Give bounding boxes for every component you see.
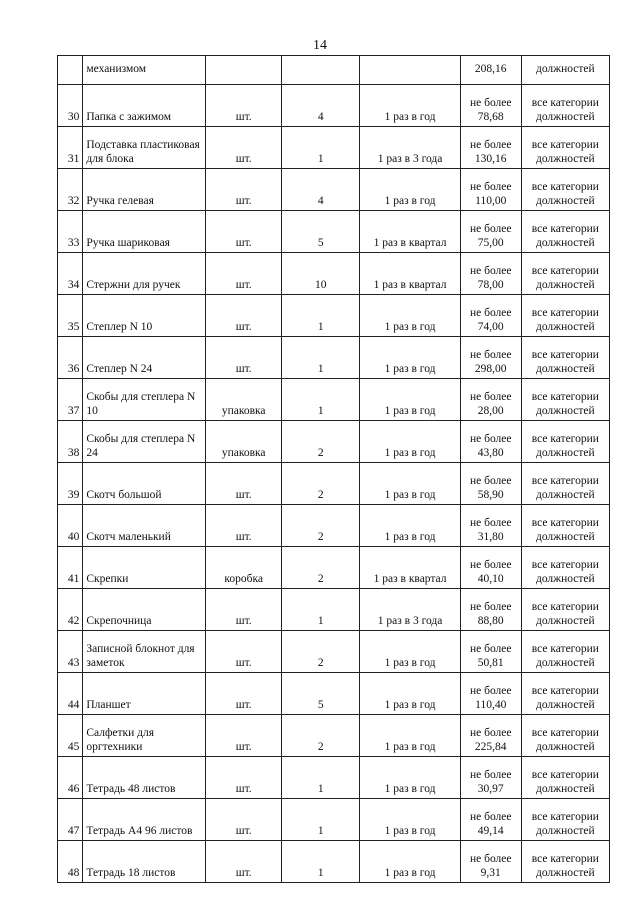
table-row: [58, 337, 610, 379]
cell-qty: 10: [282, 253, 360, 295]
cell-num: 48: [58, 841, 83, 883]
cell-unit: шт.: [206, 631, 282, 673]
cell-name: Тетрадь А4 96 листов: [83, 799, 206, 841]
table-row: [58, 127, 610, 169]
cell-price: не более 110,40: [460, 673, 521, 715]
cell-qty: 2: [282, 421, 360, 463]
cell-price: не более 31,80: [460, 505, 521, 547]
cell-qty: 1: [282, 337, 360, 379]
cell-qty: 1: [282, 127, 360, 169]
cell-num: 32: [58, 169, 83, 211]
cell-category: должностей: [521, 56, 609, 85]
cell-num: 44: [58, 673, 83, 715]
cell-name: Планшет: [83, 673, 206, 715]
table-row: [58, 841, 610, 883]
cell-period: 1 раз в год: [360, 505, 460, 547]
cell-category: все категории должностей: [521, 799, 609, 841]
cell-name: Степлер N 10: [83, 295, 206, 337]
cell-num: 38: [58, 421, 83, 463]
cell-price: не более 9,31: [460, 841, 521, 883]
cell-category: все категории должностей: [521, 589, 609, 631]
table-row: [58, 547, 610, 589]
cell-category: все категории должностей: [521, 841, 609, 883]
cell-name: Записной блокнот для заметок: [83, 631, 206, 673]
cell-num: 31: [58, 127, 83, 169]
cell-qty: 1: [282, 799, 360, 841]
cell-num: 47: [58, 799, 83, 841]
cell-price: не более 225,84: [460, 715, 521, 757]
cell-category: все категории должностей: [521, 379, 609, 421]
cell-name: Ручка гелевая: [83, 169, 206, 211]
cell-category: все категории должностей: [521, 295, 609, 337]
cell-qty: 1: [282, 757, 360, 799]
cell-qty: 1: [282, 295, 360, 337]
cell-name: Папка с зажимом: [83, 85, 206, 127]
cell-num: 37: [58, 379, 83, 421]
table-row: [58, 421, 610, 463]
cell-period: 1 раз в год: [360, 169, 460, 211]
cell-period: 1 раз в квартал: [360, 211, 460, 253]
cell-category: все категории должностей: [521, 85, 609, 127]
table-row: [58, 169, 610, 211]
table-row: [58, 463, 610, 505]
cell-num: 40: [58, 505, 83, 547]
cell-unit: [206, 56, 282, 85]
cell-name: Скрепочница: [83, 589, 206, 631]
cell-num: 33: [58, 211, 83, 253]
cell-price: не более 110,00: [460, 169, 521, 211]
table-row: [58, 799, 610, 841]
cell-unit: коробка: [206, 547, 282, 589]
cell-num: 42: [58, 589, 83, 631]
cell-name: Скрепки: [83, 547, 206, 589]
cell-period: 1 раз в год: [360, 295, 460, 337]
cell-qty: 2: [282, 463, 360, 505]
cell-qty: [282, 56, 360, 85]
table-row: [58, 295, 610, 337]
cell-unit: шт.: [206, 127, 282, 169]
cell-price: не более 49,14: [460, 799, 521, 841]
table-row: [58, 673, 610, 715]
cell-num: 35: [58, 295, 83, 337]
cell-period: 1 раз в год: [360, 673, 460, 715]
cell-name: Скотч большой: [83, 463, 206, 505]
cell-category: все категории должностей: [521, 253, 609, 295]
cell-name: Тетрадь 18 листов: [83, 841, 206, 883]
cell-name: Стержни для ручек: [83, 253, 206, 295]
cell-price: не более 88,80: [460, 589, 521, 631]
cell-period: 1 раз в год: [360, 379, 460, 421]
cell-unit: шт.: [206, 169, 282, 211]
cell-price: не более 28,00: [460, 379, 521, 421]
cell-price: 208,16: [460, 56, 521, 85]
cell-category: все категории должностей: [521, 169, 609, 211]
cell-price: не более 50,81: [460, 631, 521, 673]
cell-name: Тетрадь 48 листов: [83, 757, 206, 799]
cell-qty: 1: [282, 841, 360, 883]
cell-period: 1 раз в квартал: [360, 547, 460, 589]
cell-num: 45: [58, 715, 83, 757]
cell-name: Салфетки для оргтехники: [83, 715, 206, 757]
cell-period: [360, 56, 460, 85]
page-number: 14: [313, 38, 327, 53]
cell-period: 1 раз в год: [360, 85, 460, 127]
table-row: [58, 589, 610, 631]
cell-unit: шт.: [206, 85, 282, 127]
table-row: [58, 379, 610, 421]
table-body: [58, 56, 610, 883]
cell-qty: 2: [282, 505, 360, 547]
cell-qty: 1: [282, 379, 360, 421]
cell-unit: шт.: [206, 799, 282, 841]
cell-qty: 2: [282, 631, 360, 673]
table-row: [58, 715, 610, 757]
cell-period: 1 раз в 3 года: [360, 127, 460, 169]
cell-unit: шт.: [206, 295, 282, 337]
cell-name: Скобы для степлера N 24: [83, 421, 206, 463]
cell-category: все категории должностей: [521, 631, 609, 673]
cell-num: 46: [58, 757, 83, 799]
cell-name: механизмом: [83, 56, 206, 85]
cell-unit: упаковка: [206, 379, 282, 421]
cell-period: 1 раз в квартал: [360, 253, 460, 295]
table-row-continuation: [58, 56, 610, 85]
table-row: [58, 253, 610, 295]
cell-category: все категории должностей: [521, 421, 609, 463]
cell-unit: шт.: [206, 505, 282, 547]
cell-num: 39: [58, 463, 83, 505]
cell-category: все категории должностей: [521, 337, 609, 379]
cell-qty: 4: [282, 85, 360, 127]
cell-period: 1 раз в 3 года: [360, 589, 460, 631]
cell-qty: 5: [282, 211, 360, 253]
cell-qty: 2: [282, 715, 360, 757]
cell-category: все категории должностей: [521, 673, 609, 715]
cell-qty: 4: [282, 169, 360, 211]
cell-name: Скотч маленький: [83, 505, 206, 547]
cell-period: 1 раз в год: [360, 757, 460, 799]
cell-unit: упаковка: [206, 421, 282, 463]
cell-category: все категории должностей: [521, 127, 609, 169]
table-row: [58, 505, 610, 547]
cell-num: [58, 56, 83, 85]
cell-period: 1 раз в год: [360, 799, 460, 841]
cell-price: не более 40,10: [460, 547, 521, 589]
table-row: [58, 85, 610, 127]
cell-num: 43: [58, 631, 83, 673]
cell-price: не более 58,90: [460, 463, 521, 505]
cell-period: 1 раз в год: [360, 841, 460, 883]
cell-category: все категории должностей: [521, 715, 609, 757]
cell-period: 1 раз в год: [360, 463, 460, 505]
cell-unit: шт.: [206, 211, 282, 253]
table-row: [58, 757, 610, 799]
cell-unit: шт.: [206, 715, 282, 757]
cell-num: 30: [58, 85, 83, 127]
supplies-table: [57, 55, 610, 883]
cell-category: все категории должностей: [521, 547, 609, 589]
cell-category: все категории должностей: [521, 757, 609, 799]
cell-price: не более 30,97: [460, 757, 521, 799]
cell-category: все категории должностей: [521, 463, 609, 505]
cell-price: не более 298,00: [460, 337, 521, 379]
cell-category: все категории должностей: [521, 211, 609, 253]
cell-price: не более 43,80: [460, 421, 521, 463]
cell-name: Скобы для степлера N 10: [83, 379, 206, 421]
cell-period: 1 раз в год: [360, 715, 460, 757]
cell-price: не более 75,00: [460, 211, 521, 253]
cell-category: все категории должностей: [521, 505, 609, 547]
table-row: [58, 211, 610, 253]
cell-period: 1 раз в год: [360, 421, 460, 463]
cell-price: не более 74,00: [460, 295, 521, 337]
cell-unit: шт.: [206, 589, 282, 631]
cell-num: 41: [58, 547, 83, 589]
cell-qty: 1: [282, 589, 360, 631]
cell-name: Степлер N 24: [83, 337, 206, 379]
cell-unit: шт.: [206, 337, 282, 379]
cell-num: 34: [58, 253, 83, 295]
cell-unit: шт.: [206, 841, 282, 883]
cell-num: 36: [58, 337, 83, 379]
cell-price: не более 130,16: [460, 127, 521, 169]
cell-period: 1 раз в год: [360, 337, 460, 379]
cell-name: Подставка пластиковая для блока: [83, 127, 206, 169]
cell-qty: 2: [282, 547, 360, 589]
cell-price: не более 78,68: [460, 85, 521, 127]
cell-unit: шт.: [206, 757, 282, 799]
cell-period: 1 раз в год: [360, 631, 460, 673]
cell-unit: шт.: [206, 463, 282, 505]
cell-qty: 5: [282, 673, 360, 715]
cell-unit: шт.: [206, 253, 282, 295]
cell-unit: шт.: [206, 673, 282, 715]
cell-name: Ручка шариковая: [83, 211, 206, 253]
cell-price: не более 78,00: [460, 253, 521, 295]
table-row: [58, 631, 610, 673]
